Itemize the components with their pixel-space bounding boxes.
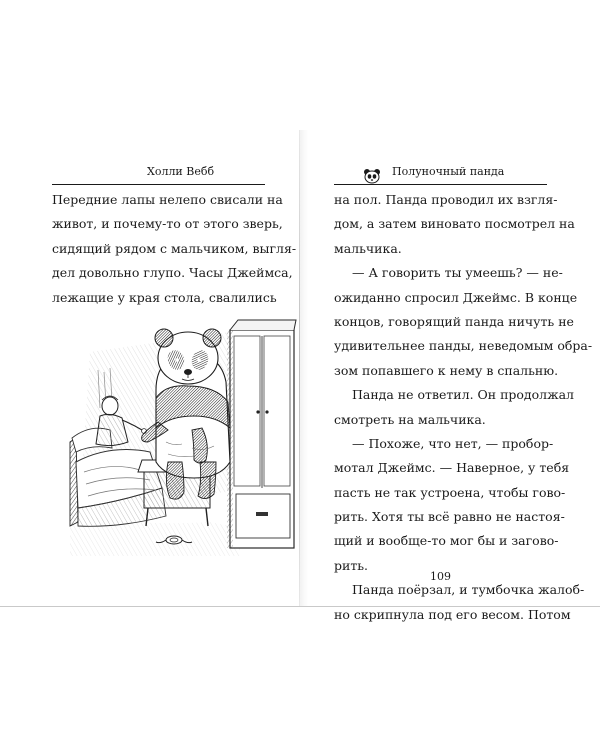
left-line-2: живот, и почему-то от этого зверь, <box>52 216 283 232</box>
left-line-5: лежащие у края стола, свалились <box>52 289 277 305</box>
left-head-rule <box>52 184 265 185</box>
right-line-5: ожиданно спросил Джеймс. В конце <box>334 289 578 305</box>
right-head-rule <box>334 184 547 185</box>
right-line-17: Панда поёрзал, и тумбочка жалоб- <box>352 582 585 598</box>
right-line-15: щий и вообще-то мог бы и загово- <box>334 533 559 549</box>
right-line-4: — А говорить ты умеешь? — не- <box>352 265 563 281</box>
right-line-9: Панда не ответил. Он продолжал <box>352 387 574 403</box>
right-line-12: мотал Джеймс. — Наверное, у тебя <box>334 460 570 476</box>
right-line-10: смотреть на мальчика. <box>334 411 486 427</box>
wardrobe <box>230 320 296 548</box>
right-line-6: концов, говорящий панда ничуть не <box>334 313 574 329</box>
left-body-text <box>52 188 297 310</box>
right-line-1: на пол. Панда проводил их взгля- <box>334 192 558 207</box>
right-line-11: — Похоже, что нет, — пробор- <box>352 435 554 451</box>
left-line-4: дел довольно глупо. Часы Джеймса, <box>52 265 293 281</box>
page-number: 109 <box>430 570 451 583</box>
right-running-head: Полуночный панда <box>392 165 505 178</box>
panda-head-icon <box>363 168 381 184</box>
gutter-shadow <box>300 130 308 606</box>
panda-bedroom-illustration <box>70 312 296 556</box>
left-line-3: сидящий рядом с мальчиком, выгля- <box>52 240 297 256</box>
right-line-8: зом попавшего к нему в спальню. <box>334 362 559 378</box>
right-line-7: удивительнее панды, неведомым обра- <box>334 338 593 354</box>
right-line-13: пасть не так устроена, чтобы гово- <box>334 484 566 500</box>
right-body-text <box>334 188 593 627</box>
left-line-1: Передние лапы нелепо свисали на <box>52 192 283 207</box>
right-line-18: но скрипнула под его весом. Потом <box>334 606 571 622</box>
right-line-14: рить. Хотя ты всё равно не настоя- <box>334 509 565 525</box>
right-line-16: рить. <box>334 557 369 573</box>
right-line-3: мальчика. <box>334 240 402 256</box>
left-running-head: Холли Вебб <box>147 165 215 178</box>
right-line-2: дом, а затем виновато посмотрел на <box>334 216 575 232</box>
